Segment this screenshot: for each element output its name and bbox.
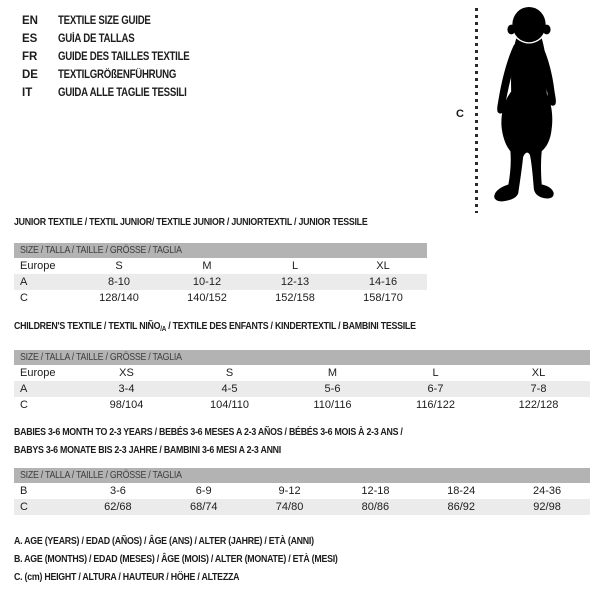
table-cell: 80/86 xyxy=(361,501,390,513)
table-cell: L xyxy=(291,260,299,272)
table-cell: L xyxy=(432,367,439,379)
table-size-header: SIZE / TALLA / TAILLE / GRÖSSE / TAGLIA xyxy=(14,243,427,258)
language-row xyxy=(22,84,215,102)
table-cell: M xyxy=(327,367,338,379)
table-cell: 18-24 xyxy=(447,485,476,497)
title-subscript: /A xyxy=(160,324,167,333)
height-measure-label: C xyxy=(456,108,464,120)
table-cell: 98/104 xyxy=(109,399,144,411)
table-row-height xyxy=(14,290,427,306)
language-code: IT xyxy=(22,87,33,99)
table-row-age-years xyxy=(14,381,590,397)
language-label: TEXTILGRÖßENFÜHRUNG xyxy=(58,69,177,81)
table-cell: 68/74 xyxy=(189,501,218,513)
table-cell: 14-16 xyxy=(368,276,398,288)
section-title-babies-line2: BABYS 3-6 MONATE BIS 2-3 JAHRE / BAMBINI 3-6 MESI A 2-3 ANNI xyxy=(14,444,282,456)
table-cell: XL xyxy=(531,367,546,379)
table-cell: 122/128 xyxy=(518,399,559,411)
table-cell: 3-6 xyxy=(109,485,126,497)
table-row-europe xyxy=(14,258,427,274)
language-list xyxy=(22,12,215,102)
footnote-age-months: B. AGE (MONTHS) / EDAD (MESES) / ÂGE (MOIS) / ALTER (MONATE) / ETÀ (MESI) xyxy=(14,553,338,565)
table-cell: 104/110 xyxy=(210,399,249,411)
table-cell: 158/170 xyxy=(363,292,403,304)
table-cell: 6-9 xyxy=(195,485,212,497)
row-label: C xyxy=(20,292,28,304)
table-cell: 92/98 xyxy=(533,501,561,513)
table-cell: M xyxy=(202,260,212,272)
language-code: FR xyxy=(22,51,38,63)
language-code: EN xyxy=(22,15,38,27)
table-row-height xyxy=(14,499,590,515)
table-cell: 12-13 xyxy=(280,276,310,288)
row-label: C xyxy=(20,501,28,513)
language-row xyxy=(22,30,215,48)
language-row xyxy=(22,12,215,30)
table-cell: 4-5 xyxy=(221,383,238,395)
table-cell: 12-18 xyxy=(361,485,390,497)
section-title-junior: JUNIOR TEXTILE / TEXTIL JUNIOR/ TEXTILE JUNIOR / JUNIORTEXTIL / JUNIOR TESSILE xyxy=(14,216,368,228)
table-cell: 6-7 xyxy=(427,383,444,395)
table-cell: 7-8 xyxy=(530,383,547,395)
language-label: TEXTILE SIZE GUIDE xyxy=(58,15,151,27)
footnote-age-years: A. AGE (YEARS) / EDAD (AÑOS) / ÂGE (ANS) / ALTER (JAHRE) / ETÀ (ANNI) xyxy=(14,535,314,547)
table-cell: 9-12 xyxy=(278,485,301,497)
children-size-table xyxy=(14,350,590,413)
row-label: C xyxy=(20,399,28,411)
table-size-header: SIZE / TALLA / TAILLE / GRÖSSE / TAGLIA xyxy=(14,350,590,365)
section-title-babies-line1: BABIES 3-6 MONTH TO 2-3 YEARS / BEBÉS 3-6 MESES A 2-3 AÑOS / BÉBÉS 3-6 MOIS À 2-3 ANS / xyxy=(14,426,403,438)
table-row-height xyxy=(14,397,590,413)
babies-size-table xyxy=(14,468,590,515)
table-cell: 3-4 xyxy=(118,383,135,395)
table-cell: 74/80 xyxy=(275,501,304,513)
table-row-age-years xyxy=(14,274,427,290)
height-dotted-line xyxy=(475,8,478,213)
row-label: A xyxy=(20,383,28,395)
language-label: GUÍA DE TALLAS xyxy=(58,33,135,45)
row-label: Europe xyxy=(20,367,56,379)
table-cell: 128/140 xyxy=(99,292,139,304)
table-cell: 24-36 xyxy=(532,485,562,497)
table-cell: 62/68 xyxy=(104,501,132,513)
junior-size-table xyxy=(14,243,427,306)
table-cell: 10-12 xyxy=(192,276,222,288)
table-row-europe xyxy=(14,365,590,381)
table-cell: S xyxy=(115,260,123,272)
table-cell: S xyxy=(225,367,234,379)
table-size-header: SIZE / TALLA / TAILLE / GRÖSSE / TAGLIA xyxy=(14,468,590,483)
table-cell: 140/152 xyxy=(187,292,227,304)
row-label: Europe xyxy=(20,260,56,272)
language-row xyxy=(22,48,215,66)
table-cell: 86/92 xyxy=(447,501,475,513)
language-row xyxy=(22,66,215,84)
table-row-age-months xyxy=(14,483,590,499)
language-label: GUIDA ALLE TAGLIE TESSILI xyxy=(58,87,187,99)
table-cell: XL xyxy=(376,260,390,272)
row-label: B xyxy=(20,485,28,497)
toddler-silhouette-image xyxy=(483,5,575,211)
section-title-children: CHILDREN'S TEXTILE / TEXTIL NIÑO/A / TEXTILE DES ENFANTS / KINDERTEXTIL / BAMBINI TESSILE xyxy=(14,320,416,333)
row-label: A xyxy=(20,276,28,288)
language-code: ES xyxy=(22,33,38,45)
table-cell: 5-6 xyxy=(324,383,341,395)
table-cell: 110/116 xyxy=(313,399,352,411)
table-cell: 8-10 xyxy=(107,276,131,288)
language-label: GUIDE DES TAILLES TEXTILE xyxy=(58,51,190,63)
table-cell: 116/122 xyxy=(416,399,455,411)
table-cell: XS xyxy=(119,367,134,379)
table-cell: 152/158 xyxy=(275,292,315,304)
footnote-height: C. (cm) HEIGHT / ALTURA / HAUTEUR / HÖHE / ALTEZZA xyxy=(14,571,240,583)
language-code: DE xyxy=(22,69,38,81)
